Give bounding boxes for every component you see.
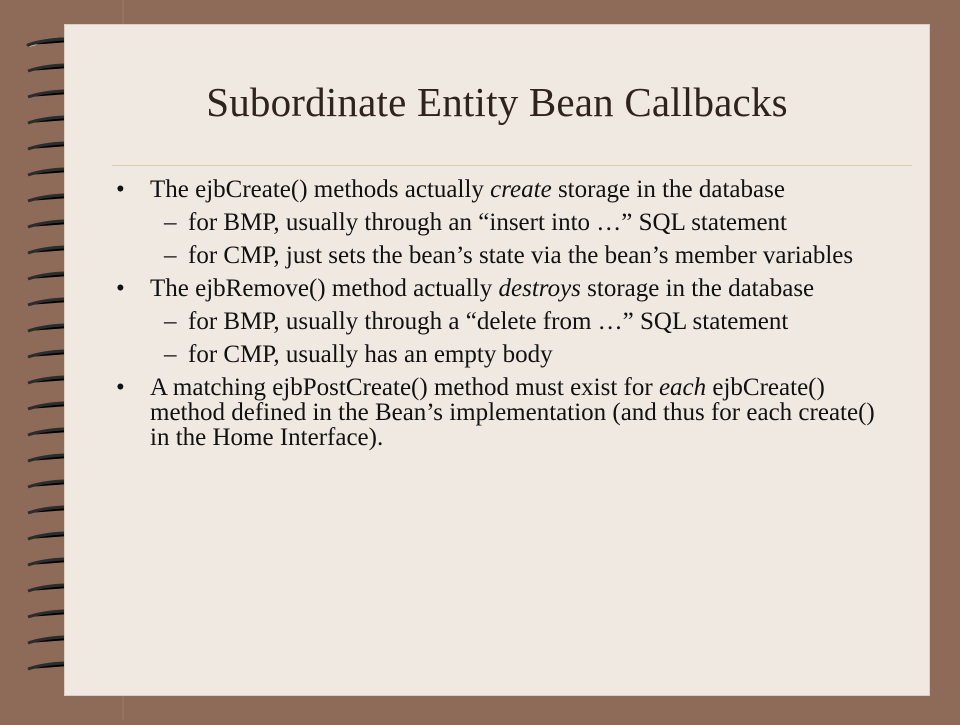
dash-icon: – — [164, 242, 177, 269]
sub-item-2-2-text: for CMP, usually has an empty body — [188, 341, 553, 368]
bullet-item-3 — [116, 375, 896, 450]
sub-item-2-1 — [164, 309, 896, 334]
bullet-2-suffix: storage in the database — [580, 275, 815, 302]
bullet-icon: • — [116, 176, 125, 203]
bullet-1-suffix: storage in the database — [551, 176, 785, 203]
sub-item-2-1-text: for BMP, usually through a “delete from …” SQL statement — [188, 308, 789, 335]
sub-item-1-1 — [164, 210, 896, 235]
sub-item-1-2-text: for CMP, just sets the bean’s state via the bean’s member variables — [188, 242, 854, 269]
bullet-2-emphasis: destroys — [498, 275, 581, 302]
bullet-3-text — [150, 375, 896, 450]
bullet-3-emphasis: each — [658, 374, 707, 401]
bullet-3-suffix: ejbCreate() method defined in the Bean’s implementation (and thus for each create() in the Home Interface). — [150, 374, 875, 451]
title-divider — [112, 165, 912, 166]
dash-icon: – — [164, 209, 177, 236]
sub-item-1-2 — [164, 243, 896, 268]
dash-icon: – — [164, 341, 177, 368]
slide-title: Subordinate Entity Bean Callbacks — [206, 79, 788, 125]
bullet-icon: • — [116, 275, 125, 302]
bullet-1-prefix: The ejbCreate() methods actually — [150, 176, 491, 203]
bullet-1-text — [150, 177, 896, 202]
dash-icon: – — [164, 308, 177, 335]
bullet-item-2 — [116, 276, 896, 301]
slide-content — [116, 177, 896, 450]
bullet-3-prefix: A matching ejbPostCreate() method must exist for — [150, 374, 659, 401]
bullet-2-prefix: The ejbRemove() method actually — [150, 275, 499, 302]
bullet-item-1 — [116, 177, 896, 202]
bullet-2-text — [150, 276, 896, 301]
bullet-1-emphasis: create — [490, 176, 552, 203]
sub-item-2-2 — [164, 342, 896, 367]
bullet-icon: • — [116, 374, 125, 401]
sub-item-1-1-text: for BMP, usually through an “insert into …” SQL statement — [188, 209, 787, 236]
